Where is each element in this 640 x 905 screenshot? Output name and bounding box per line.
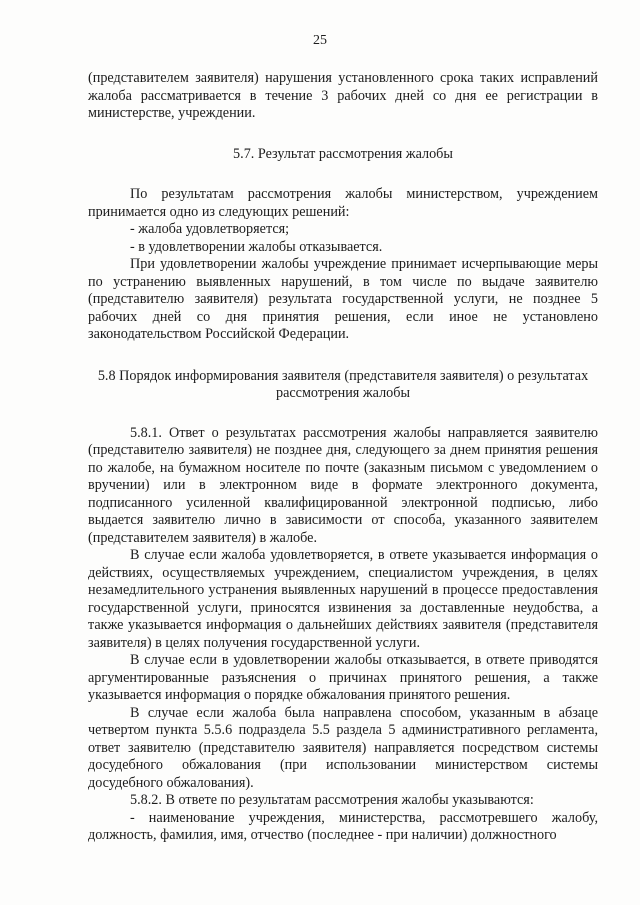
paragraph-5-8-5: 5.8.2. В ответе по результатам рассмотрения жалобы указываются: [130,792,534,808]
paragraph-5-8-6: - наименование учреждения, министерства, рассмотревшего жалобу, должность, фамилия, имя, отчество (последнее - при наличии) должностного [88,809,598,843]
list-item-refused: - в удовлетворении жалобы отказывается. [130,238,383,255]
paragraph-5-8-4: В случае если жалоба была направлена способом, указанным в абзаце четвертом пункта 5.5.6 подраздела 5.5 раздела 5 административного регламента, ответ заявителю (представителю заявителя) направляется посредством системы досудебного обжалования (при использовании министерством системы досудебного обжалования). [88,704,598,791]
document-body [88,70,598,845]
paragraph-5-8-1: 5.8.1. Ответ о результатах рассмотрения жалобы направляется заявителю (представителю заявителя) не позднее дня, следующего за днем принятия решения по жалобе, на бумажном носителе по почте (заказным письмом с уведомлением о вручении) или в электронном виде в формате электронного документа, подписанного усиленной квалифицированной электронной подписью, либо выдается заявителю лично в зависимости от способа, указанного заявителем (представителем заявителя) в жалобе. [88,424,598,546]
page-number: 25 [313,33,327,48]
paragraph-intro: (представителем заявителя) нарушения установленного срока таких исправлений жалоба рассматривается в течение 3 рабочих дней со дня ее регистрации в министерстве, учреждении. [88,70,598,121]
section-heading-5-8: 5.8 Порядок информирования заявителя (представителя заявителя) о результатах рассмотрения жалобы [97,367,589,401]
paragraph-5-7-1: По результатам рассмотрения жалобы министерством, учреждением принимается одно из следующих решений: [88,186,598,220]
section-heading-5-7: 5.7. Результат рассмотрения жалобы [233,145,453,162]
paragraph-5-7-2: При удовлетворении жалобы учреждение принимает исчерпывающие меры по устранению выявленных нарушений, в том числе по выдаче заявителю (представителю заявителя) результата государственной услуги, не позднее 5 рабочих дней со дня принятия решения, если иное не установлено законодательством Российской Федерации. [88,256,598,342]
list-item-satisfied: - жалоба удовлетворяется; [130,221,290,237]
paragraph-5-8-2: В случае если жалоба удовлетворяется, в ответе указывается информация о действиях, осуществляемых учреждением, специалистом учреждения, в целях незамедлительного устранения выявленных нарушений в процессе предоставления государственной услуги, приносятся извинения за доставленные неудобства, а также указывается информация о дальнейших действиях заявителя (представителя заявителя) в целях получения государственной услуги. [88,547,598,651]
paragraph-5-8-3: В случае если в удовлетворении жалобы отказывается, в ответе приводятся аргументированные разъяснения о причинах принятого решения, а также указывается информация о порядке обжалования принятого решения. [88,652,598,703]
